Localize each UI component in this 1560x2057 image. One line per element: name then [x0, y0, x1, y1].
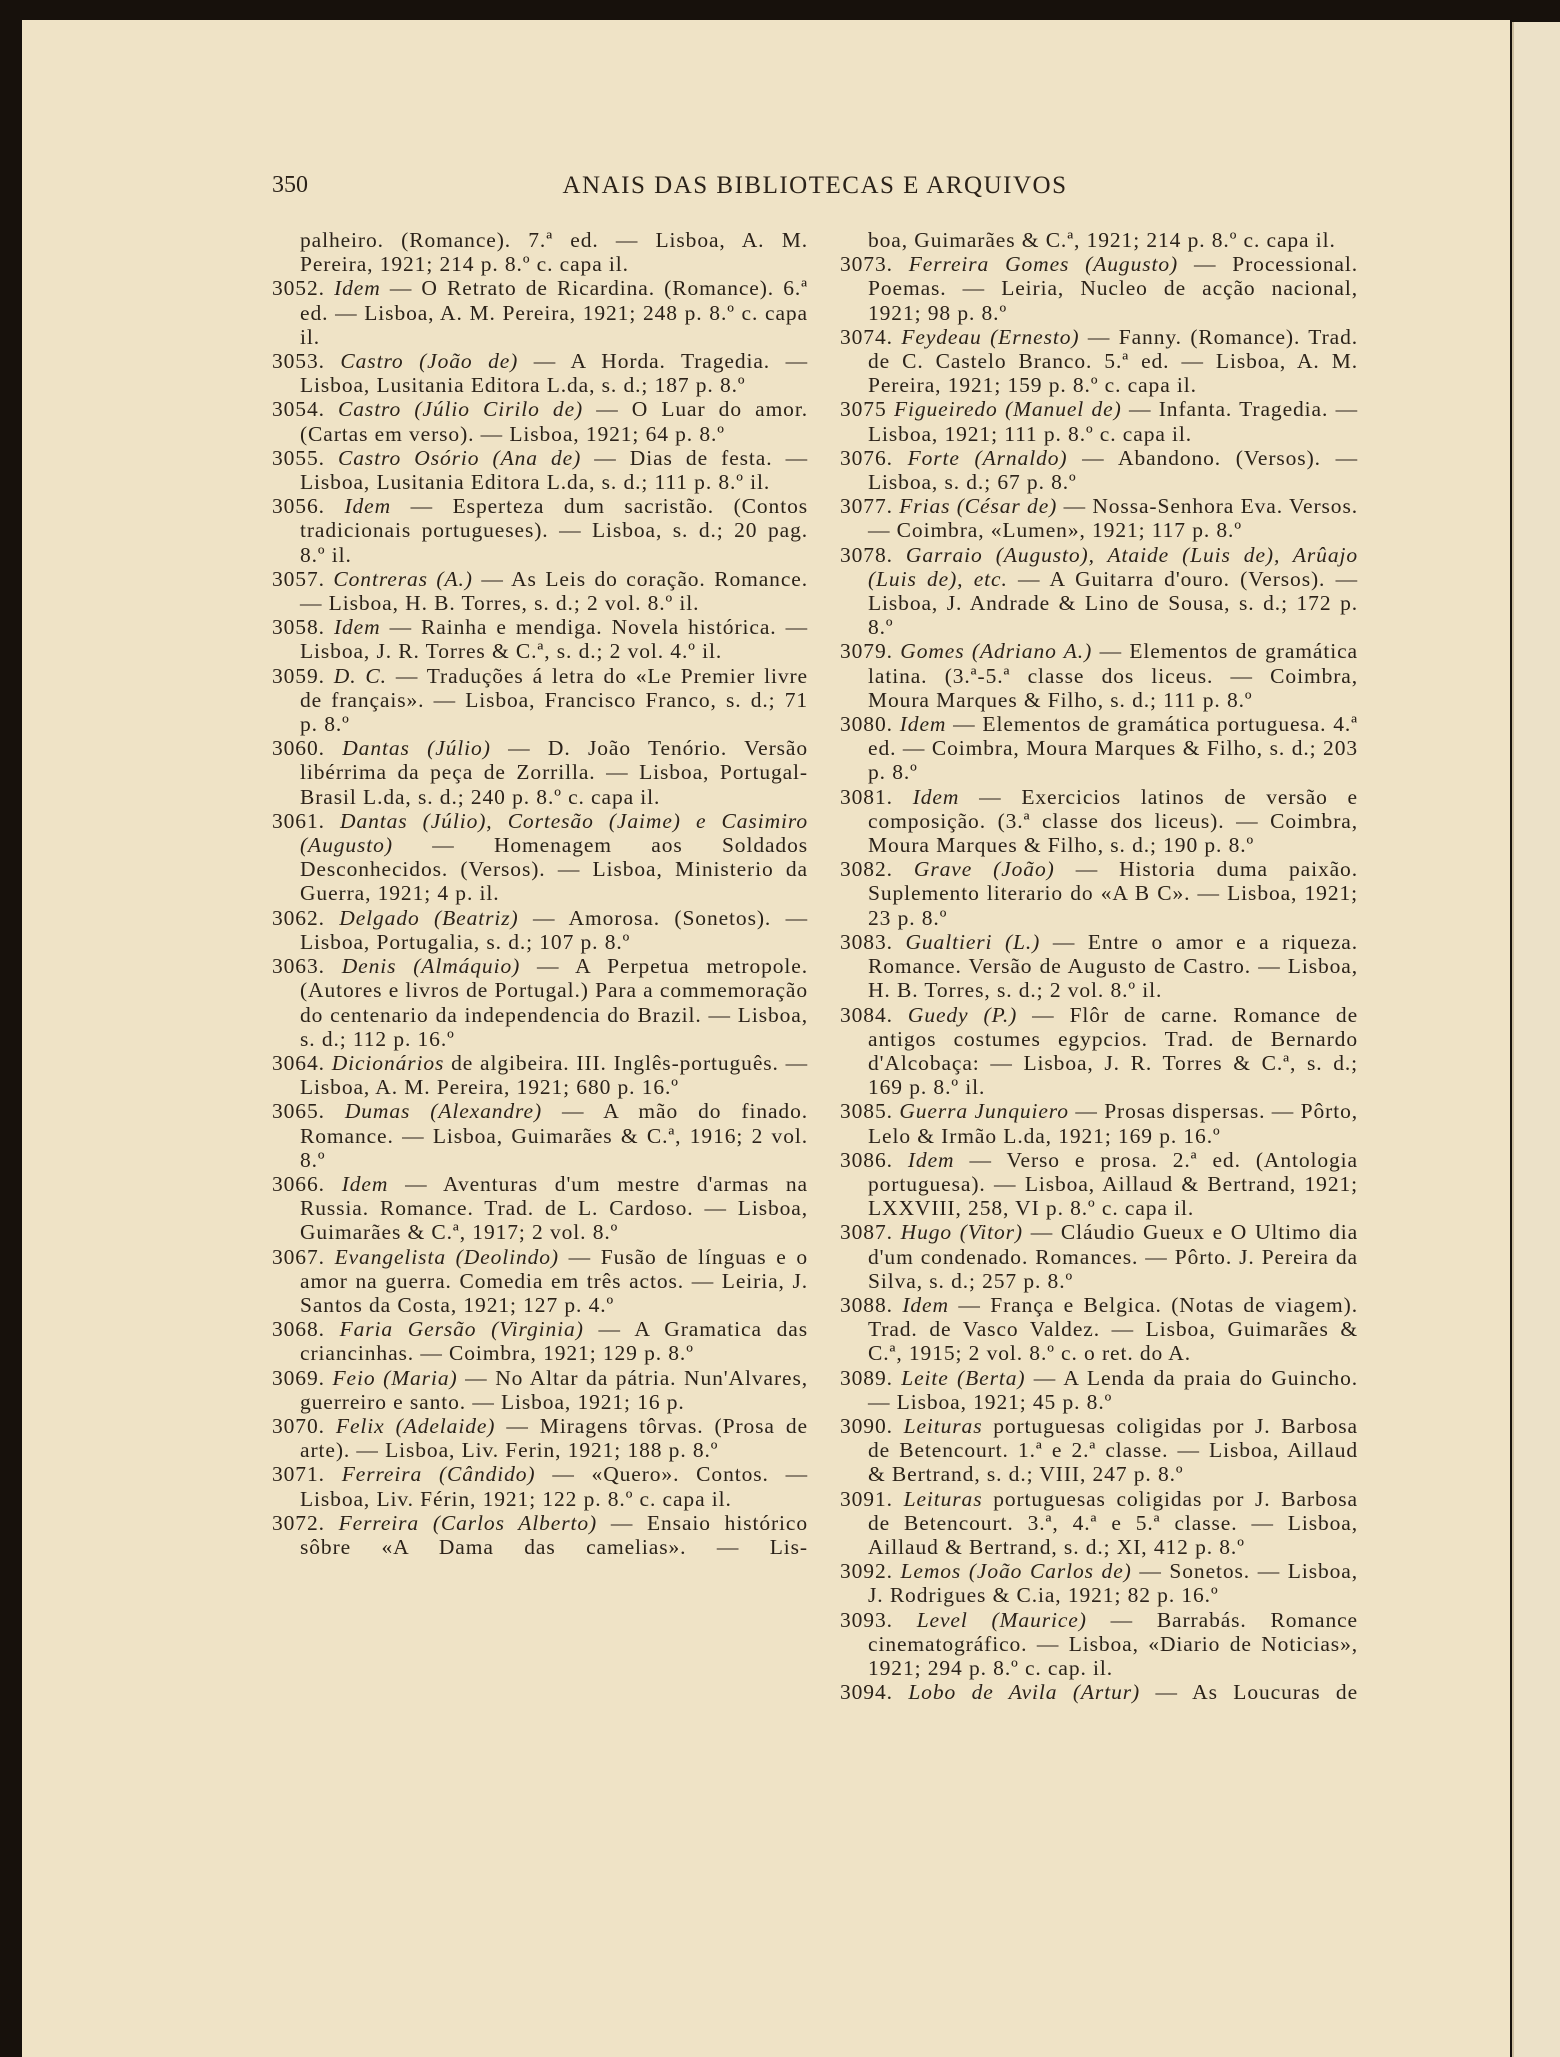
- entry-author: Dicionários: [331, 1050, 445, 1075]
- entry-text: — A mão do finado. Romance. — Lisboa, Guimarães & C.ª, 1916; 2 vol. 8.º: [300, 1099, 808, 1172]
- entry-number: 3074.: [840, 324, 893, 349]
- entry-author: Leituras: [903, 1413, 983, 1438]
- entry-author: Ferreira (Carlos Alberto): [338, 1510, 598, 1535]
- entry-number: 3077.: [840, 494, 893, 519]
- catalog-entry: [272, 954, 808, 1051]
- entry-text: — As Leis do coração. Romance. — Lisboa, H. B. Torres, s. d.; 2 vol. 8.º il.: [300, 566, 808, 616]
- entry-text: — A Guitarra d'ouro. (Versos). — Lisboa, J. Andrade & Lino de Sousa, s. d.; 172 p. 8.º: [868, 566, 1358, 640]
- catalog-entry: [272, 567, 808, 615]
- entry-author: Guerra Junquiero: [899, 1099, 1069, 1124]
- entry-text: — Abandono. (Versos). — Lisboa, s. d.; 67 p. 8.º: [868, 445, 1358, 495]
- catalog-entry: [840, 1487, 1358, 1560]
- entry-text: — No Altar da pátria. Nun'Alvares, guerreiro e santo. — Lisboa, 1921; 16 p.: [300, 1365, 808, 1414]
- entry-number: 3088.: [840, 1292, 893, 1317]
- catalog-entry: [272, 1366, 808, 1414]
- catalog-entry: [272, 276, 808, 349]
- entry-text: — Rainha e mendiga. Novela histórica. — Lisboa, J. R. Torres & C.ª, s. d.; 2 vol. 4.º il.: [300, 615, 808, 664]
- entry-number: 3069.: [272, 1365, 325, 1390]
- entry-author: Castro (João de): [340, 349, 519, 374]
- entry-number: 3080.: [840, 712, 893, 737]
- entry-author: Castro Osório (Ana de): [338, 445, 582, 470]
- entry-author: Dantas (Júlio), Cortesão (Jaime) e Casimiro (Augusto): [300, 808, 808, 858]
- entry-text: — Ensaio histórico sôbre «A Dama das camelias». — Lis-: [300, 1510, 809, 1559]
- catalog-entry: [840, 1293, 1358, 1366]
- catalog-entry: [272, 1245, 808, 1318]
- entry-number: 3072.: [272, 1510, 325, 1535]
- entry-number: 3061.: [272, 808, 325, 833]
- continuation-text: boa, Guimarães & C.ª, 1921; 214 p. 8.º c. capa il.: [868, 228, 1336, 252]
- entry-text: — Esperteza dum sacristão. (Contos tradicionais portugueses). — Lisboa, s. d.; 20 pag. 8.º il.: [300, 494, 808, 567]
- entry-number: 3055.: [272, 445, 325, 470]
- entry-text: — Fanny. (Romance). Trad. de C. Castelo Branco. 5.ª ed. — Lisboa, A. M. Pereira, 1921; 159 p. 8.º c. capa il.: [868, 324, 1358, 398]
- catalog-entry: [840, 785, 1358, 858]
- entry-author: Feydeau (Ernesto): [901, 324, 1080, 349]
- entry-author: Hugo (Vitor): [900, 1220, 1023, 1245]
- entry-number: 3087.: [840, 1220, 893, 1245]
- entry-number: 3064.: [272, 1050, 325, 1075]
- entry-number: 3082.: [840, 857, 893, 882]
- catalog-entry: [272, 736, 808, 809]
- entry-text: de algibeira. III. Inglês-português. — Lisboa, A. M. Pereira, 1921; 680 p. 16.º: [300, 1050, 809, 1100]
- entry-number: 3075: [840, 397, 887, 422]
- entry-number: 3089.: [840, 1365, 893, 1390]
- entry-number: 3083.: [840, 929, 893, 954]
- entry-author: Idem: [899, 712, 947, 737]
- catalog-entry: [840, 1003, 1358, 1100]
- entry-number: 3062.: [272, 905, 325, 930]
- entry-text: — Sonetos. — Lisboa, J. Rodrigues & C.ia, 1921; 82 p. 16.º: [868, 1559, 1358, 1608]
- entry-number: 3090.: [840, 1413, 893, 1438]
- catalog-entry: [840, 1099, 1358, 1147]
- catalog-entry: [272, 494, 808, 567]
- entry-text: — A Lenda da praia do Guincho. — Lisboa, 1921; 45 p. 8.º: [868, 1365, 1358, 1414]
- entry-author: Castro (Júlio Cirilo de): [338, 397, 584, 422]
- entry-author: Ferreira Gomes (Augusto): [908, 252, 1179, 277]
- entry-number: 3057.: [272, 566, 325, 591]
- entry-number: 3085.: [840, 1099, 893, 1124]
- entry-author: Idem: [902, 1292, 949, 1317]
- entry-author: Dumas (Alexandre): [344, 1099, 543, 1124]
- entry-author: Leituras: [903, 1486, 983, 1511]
- entry-text: — Dias de festa. — Lisboa, Lusitania Editora L.da, s. d.; 111 p. 8.º il.: [300, 445, 809, 495]
- catalog-entry: [272, 615, 808, 663]
- entry-number: 3081.: [840, 784, 893, 809]
- entry-text: — O Retrato de Ricardina. (Romance). 6.ª ed. — Lisboa, A. M. Pereira, 1921; 248 p. 8.º c. capa il.: [300, 276, 808, 349]
- entry-author: Delgado (Beatriz): [339, 905, 519, 930]
- entry-number: 3066.: [272, 1171, 325, 1196]
- catalog-entry: [272, 1317, 808, 1365]
- entry-text: — Historia duma paixão. Suplemento literario do «A B C». — Lisboa, 1921; 23 p. 8.º: [868, 857, 1358, 930]
- entry-author: Idem: [333, 615, 381, 640]
- entry-author: Grave (João): [913, 857, 1055, 882]
- entry-text: portuguesas coligidas por J. Barbosa de Betencourt. 3.ª, 4.ª e 5.ª classe. — Lisboa, Aillaud & Bertrand, s. d.; XI, 412 p. 8.º: [868, 1486, 1358, 1559]
- entry-author: Dantas (Júlio): [342, 736, 491, 761]
- entry-number: 3054.: [272, 397, 325, 422]
- catalog-entry: [272, 1051, 808, 1099]
- catalog-entry: [272, 1462, 808, 1510]
- entry-number: 3068.: [272, 1317, 325, 1342]
- entry-number: 3084.: [840, 1002, 893, 1027]
- entry-number: 3079.: [840, 639, 893, 664]
- catalog-entry: [272, 349, 808, 397]
- right-column: [840, 228, 1358, 1704]
- entry-text: — A Horda. Tragedia. — Lisboa, Lusitania Editora L.da, s. d.; 187 p. 8.º: [300, 349, 808, 398]
- catalog-entry: [840, 397, 1358, 445]
- entry-number: 3063.: [272, 954, 325, 979]
- entry-text: — Exercicios latinos de versão e composição. (3.ª classe dos liceus). — Coimbra, Moura Marques & Filho, s. d.; 190 p. 8.º: [868, 784, 1358, 858]
- catalog-entry: [840, 252, 1358, 325]
- entry-author: Leite (Berta): [901, 1365, 1026, 1390]
- entry-text: — Elementos de gramática latina. (3.ª-5.ª classe dos liceus. — Coimbra, Moura Marques & Filho, s. d.; 111 p. 8.º: [868, 639, 1358, 712]
- catalog-entry: [272, 664, 808, 737]
- entry-number: 3056.: [272, 494, 325, 519]
- entry-author: Lemos (João Carlos de): [900, 1559, 1132, 1584]
- catalog-entry: [272, 906, 808, 954]
- entry-number: 3053.: [272, 349, 325, 374]
- catalog-entry: [840, 1559, 1358, 1607]
- entry-text: — Aventuras d'um mestre d'armas na Russia. Romance. Trad. de L. Cardoso. — Lisboa, Guimarães & C.ª, 1917; 2 vol. 8.º: [300, 1171, 808, 1245]
- entry-number: 3093.: [840, 1607, 893, 1632]
- entry-number: 3078.: [840, 542, 893, 567]
- entry-author: Gualtieri (L.): [905, 929, 1041, 954]
- entry-author: D. C.: [333, 663, 387, 688]
- entry-author: Idem: [344, 494, 392, 519]
- entry-number: 3065.: [272, 1099, 325, 1124]
- entry-text: — «Quero». Contos. — Lisboa, Liv. Férin, 1921; 122 p. 8.º c. capa il.: [300, 1462, 809, 1511]
- entry-text: — Flôr de carne. Romance de antigos costumes egypcios. Trad. de Bernardo d'Alcobaça: — Lisboa, J. R. Torres & C.ª, s. d.; 169 p. 8.º il.: [868, 1002, 1359, 1100]
- entry-text: — Barrabás. Romance cinematográfico. — Lisboa, «Diario de Noticias», 1921; 294 p. 8.º c. cap. il.: [868, 1607, 1358, 1680]
- catalog-entry: [272, 1099, 808, 1172]
- entry-number: 3071.: [272, 1462, 325, 1487]
- entry-author: Forte (Arnaldo): [907, 445, 1068, 470]
- catalog-entry: [272, 1414, 808, 1462]
- entry-number: 3086.: [840, 1147, 893, 1172]
- entry-text: — Verso e prosa. 2.ª ed. (Antologia portuguesa). — Lisboa, Aillaud & Bertrand, 1921; LXXVIII, 258, VI p. 8.º c. capa il.: [868, 1147, 1358, 1221]
- entry-text: — Nossa-Senhora Eva. Versos. — Coimbra, «Lumen», 1921; 117 p. 8.º: [868, 494, 1358, 543]
- entry-text: — O Luar do amor. (Cartas em verso). — Lisboa, 1921; 64 p. 8.º: [300, 397, 808, 446]
- entry-text: — Fusão de línguas e o amor na guerra. Comedia em três actos. — Leiria, J. Santos da Costa, 1921; 127 p. 4.º: [300, 1244, 808, 1317]
- entry-text: — As Loucuras de: [1140, 1680, 1359, 1705]
- catalog-entry: [840, 1220, 1358, 1293]
- entry-number: 3073.: [840, 252, 893, 277]
- catalog-entry: [840, 494, 1358, 542]
- catalog-entry: [840, 712, 1358, 785]
- entry-author: Idem: [334, 276, 381, 301]
- catalog-entry: [840, 543, 1358, 640]
- entry-author: Guedy (P.): [907, 1002, 1018, 1027]
- catalog-entry: [272, 397, 808, 445]
- catalog-entry: [840, 1414, 1358, 1487]
- entry-text: — Prosas dispersas. — Pôrto, Lelo & Irmão L.da, 1921; 169 p. 16.º: [868, 1099, 1358, 1148]
- entry-author: Idem: [341, 1171, 389, 1196]
- entry-text: — A Perpetua metropole. (Autores e livros de Portugal.) Para a commemoração do centenario da independencia do Brazil. — Lisboa, s. d.; 112 p. 16.º: [300, 954, 808, 1051]
- entry-author: Lobo de Avila (Artur): [908, 1680, 1141, 1705]
- entry-number: 3052.: [272, 276, 325, 301]
- catalog-entry: [840, 1680, 1358, 1704]
- entry-text: — Traduções á letra do «Le Premier livre de français». — Lisboa, Francisco Franco, s. d.; 71 p. 8.º: [300, 663, 808, 737]
- entry-text: — Infanta. Tragedia. — Lisboa, 1921; 111 p. 8.º c. capa il.: [868, 397, 1358, 446]
- catalog-entry: [272, 809, 808, 906]
- catalog-entry: [840, 639, 1358, 712]
- entry-number: 3058.: [272, 615, 325, 640]
- entry-author: Level (Maurice): [916, 1607, 1087, 1632]
- page-number: 350: [272, 172, 308, 198]
- entry-author: Evangelista (Deolindo): [334, 1244, 559, 1269]
- next-page-edge: [1512, 22, 1560, 2057]
- entry-text: portuguesas coligidas por J. Barbosa de Betencourt. 1.ª e 2.ª classe. — Lisboa, Aillaud & Bertrand, s. d.; VIII, 247 p. 8.º: [868, 1413, 1358, 1487]
- catalog-entry: [840, 1608, 1358, 1681]
- entry-text: — D. João Tenório. Versão libérrima da peça de Zorrilla. — Lisboa, Portugal-Brasil L.da, s. d.; 240 p. 8.º c. capa il.: [300, 736, 808, 809]
- entry-author: Faria Gersão (Virginia): [339, 1317, 584, 1342]
- catalog-entry: [840, 1366, 1358, 1414]
- continuation-text: palheiro. (Romance). 7.ª ed. — Lisboa, A. M. Pereira, 1921; 214 p. 8.º c. capa il.: [300, 228, 808, 277]
- entry-text: — Entre o amor e a riqueza. Romance. Versão de Augusto de Castro. — Lisboa, H. B. Torres, s. d.; 2 vol. 8.º il.: [868, 929, 1358, 1003]
- left-column: [272, 228, 808, 1559]
- catalog-entry: [272, 1511, 808, 1559]
- entry-text: — Homenagem aos Soldados Desconhecidos. (Versos). — Lisboa, Ministerio da Guerra, 1921; 4 p. il.: [300, 833, 808, 906]
- catalog-entry: [272, 1172, 808, 1245]
- entry-number: 3092.: [840, 1559, 893, 1584]
- entry-number: 3094.: [840, 1680, 893, 1705]
- entry-number: 3070.: [272, 1413, 325, 1438]
- catalog-entry: [840, 857, 1358, 930]
- entry-author: Garraio (Augusto), Ataide (Luis de), Arûajo (Luis de), etc.: [868, 542, 1358, 591]
- entry-author: Frias (César de): [899, 494, 1058, 519]
- catalog-entry: [840, 1148, 1358, 1221]
- entry-author: Contreras (A.): [333, 566, 473, 591]
- entry-author: Gomes (Adriano A.): [900, 639, 1093, 664]
- entry-author: Denis (Almáquio): [341, 954, 521, 979]
- entry-text: — A Gramatica das criancinhas. — Coimbra, 1921; 129 p. 8.º: [300, 1317, 808, 1366]
- catalog-entry: [840, 325, 1358, 398]
- entry-number: 3076.: [840, 445, 893, 470]
- entry-text: — Amorosa. (Sonetos). — Lisboa, Portugalia, s. d.; 107 p. 8.º: [300, 905, 808, 954]
- entry-text: — Processional. Poemas. — Leiria, Nucleo de acção nacional, 1921; 98 p. 8.º: [868, 252, 1359, 325]
- catalog-entry: [840, 930, 1358, 1003]
- entry-author: Felix (Adelaide): [335, 1413, 496, 1438]
- entry-text: — Cláudio Gueux e O Ultimo dia d'um condenado. Romances. — Pôrto. J. Pereira da Silva, s. d.; 257 p. 8.º: [868, 1220, 1359, 1293]
- entry-author: Figueiredo (Manuel de): [893, 397, 1122, 422]
- entry-author: Feio (Maria): [332, 1365, 458, 1390]
- catalog-entry: [272, 446, 808, 494]
- entry-author: Idem: [907, 1147, 955, 1172]
- catalog-entry: [840, 446, 1358, 494]
- entry-text: — Miragens tôrvas. (Prosa de arte). — Lisboa, Liv. Ferin, 1921; 188 p. 8.º: [300, 1413, 808, 1463]
- entry-number: 3067.: [272, 1244, 325, 1269]
- entry-text: — Elementos de gramática portuguesa. 4.ª ed. — Coimbra, Moura Marques & Filho, s. d.; 203 p. 8.º: [868, 712, 1358, 785]
- entry-text: — França e Belgica. (Notas de viagem). Trad. de Vasco Valdez. — Lisboa, Guimarães & C.ª, 1915; 2 vol. 8.º c. o ret. do A.: [868, 1292, 1358, 1366]
- entry-number: 3059.: [272, 663, 325, 688]
- page-header: [272, 170, 1358, 204]
- entry-number: 3060.: [272, 736, 325, 761]
- entry-author: Ferreira (Cândido): [341, 1462, 536, 1487]
- entry-number: 3091.: [840, 1486, 893, 1511]
- entry-author: Idem: [912, 784, 960, 809]
- running-title: ANAIS DAS BIBLIOTECAS E ARQUIVOS: [562, 172, 1068, 199]
